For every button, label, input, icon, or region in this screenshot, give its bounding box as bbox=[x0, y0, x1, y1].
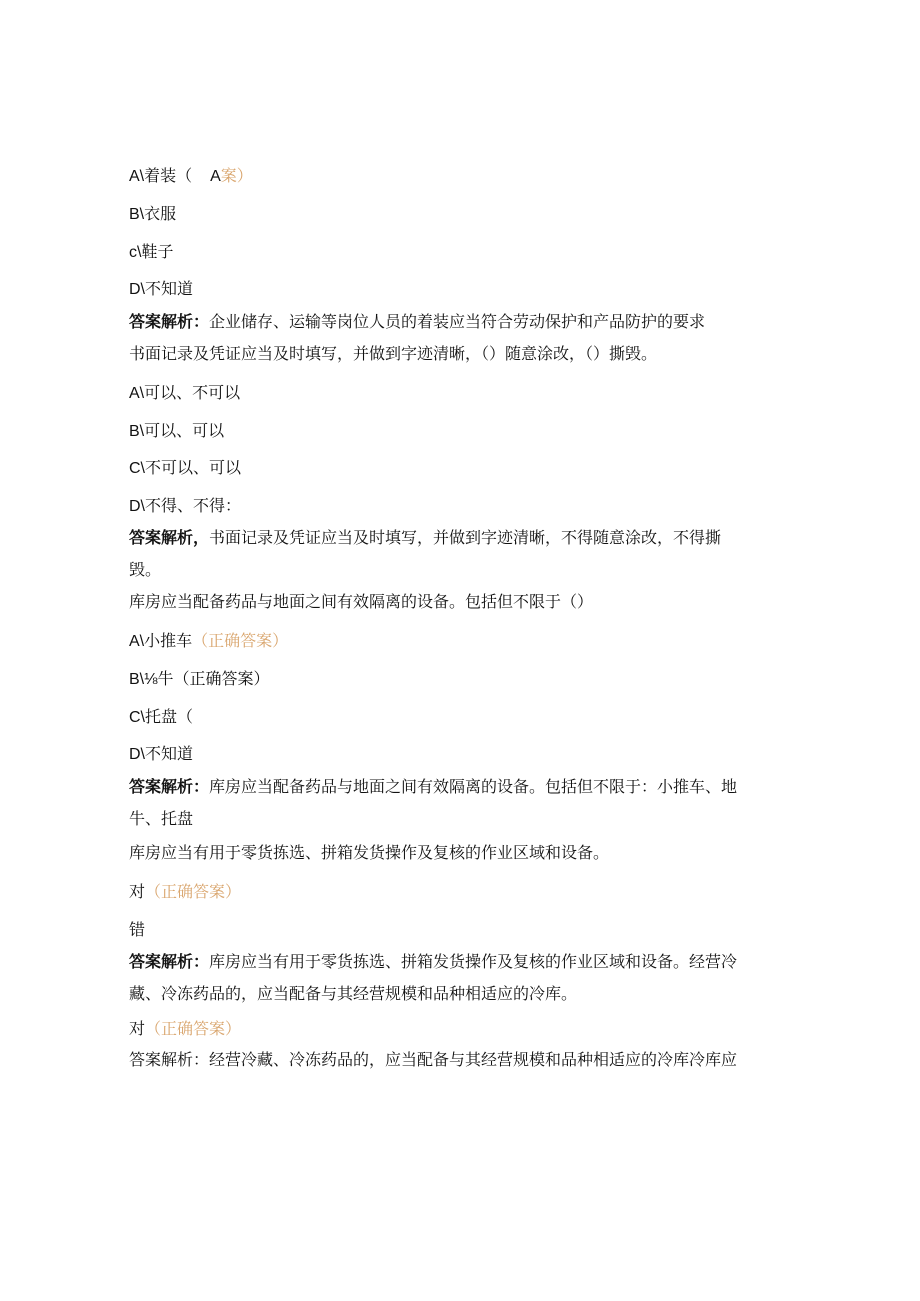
q4-explanation bbox=[129, 951, 789, 973]
q2-explanation bbox=[129, 527, 789, 549]
q1-option-c: c\鞋子 bbox=[129, 244, 174, 261]
q2-option-b: B\可以、可以 bbox=[129, 423, 225, 440]
q4-question: 库房应当有用于零货拣选、拼箱发货操作及复核的作业区域和设备。 bbox=[129, 843, 610, 862]
q5-option-true-correct-mark: （正确答案） bbox=[145, 1019, 242, 1038]
q1-option-a-text: A\着装（ bbox=[129, 168, 193, 185]
q1-explanation-text: 企业储存、运输等岗位人员的着装应当符合劳动保护和产品防护的要求 bbox=[209, 312, 706, 331]
q1-explanation-label: 答案解析： bbox=[129, 312, 210, 331]
q2-option-c: C\不可以、可以 bbox=[129, 460, 242, 477]
q3-option-a-correct-mark: （正确答案） bbox=[192, 633, 289, 650]
q2-explanation-line2: 毁。 bbox=[129, 560, 162, 579]
q3-explanation-text: 库房应当配备药品与地面之间有效隔离的设备。包括但不限于：小推车、地 bbox=[209, 777, 738, 796]
q1-option-a-suffix: 案） bbox=[220, 168, 253, 185]
q2-explanation-text: 书面记录及凭证应当及时填写，并做到字迹清晰，不得随意涂改，不得撕 bbox=[209, 528, 722, 547]
q3-explanation-line2: 牛、托盘 bbox=[129, 809, 194, 828]
q2-option-a: A\可以、不可以 bbox=[129, 385, 241, 402]
q2-question: 书面记录及凭证应当及时填写，并做到字迹清晰，（）随意涂改，（）撕毁。 bbox=[129, 344, 658, 363]
q4-option-true-correct-mark: （正确答案） bbox=[145, 882, 242, 901]
q3-option-b: B\⅛牛（正确答案） bbox=[129, 671, 270, 688]
q1-option-a-answer: A bbox=[210, 168, 221, 185]
q3-explanation-label: 答案解析： bbox=[129, 777, 210, 796]
q2-explanation-label: 答案解析， bbox=[129, 528, 210, 547]
q1-option-b: B\衣服 bbox=[129, 206, 177, 223]
q2-option-d: D\不得、不得： bbox=[129, 498, 242, 515]
q1-explanation bbox=[129, 311, 789, 333]
q3-question: 库房应当配备药品与地面之间有效隔离的设备。包括但不限于（） bbox=[129, 592, 594, 611]
q4-explanation-text: 库房应当有用于零货拣选、拼箱发货操作及复核的作业区域和设备。经营冷 bbox=[209, 952, 738, 971]
q4-explanation-label: 答案解析： bbox=[129, 952, 210, 971]
q3-option-c: C\托盘（ bbox=[129, 709, 194, 726]
q5-option-true-text: 对 bbox=[129, 1019, 146, 1038]
q4-explanation-line2: 藏、冷冻药品的，应当配备与其经营规模和品种相适应的冷库。 bbox=[129, 984, 578, 1003]
q1-option-d: D\不知道 bbox=[129, 281, 194, 298]
q3-option-d: D\不知道 bbox=[129, 746, 194, 763]
q4-option-true-text: 对 bbox=[129, 882, 146, 901]
q5-option-true bbox=[129, 1018, 789, 1040]
q3-option-a bbox=[129, 631, 789, 653]
q4-option-true bbox=[129, 881, 789, 903]
q1-option-a bbox=[129, 166, 789, 188]
q4-option-false: 错 bbox=[129, 920, 146, 939]
q3-option-a-text: A\小推车 bbox=[129, 633, 193, 650]
q3-explanation bbox=[129, 776, 789, 798]
q5-explanation: 答案解析：经营冷藏、冷冻药品的，应当配备与其经营规模和品种相适应的冷库冷库应 bbox=[129, 1050, 738, 1069]
